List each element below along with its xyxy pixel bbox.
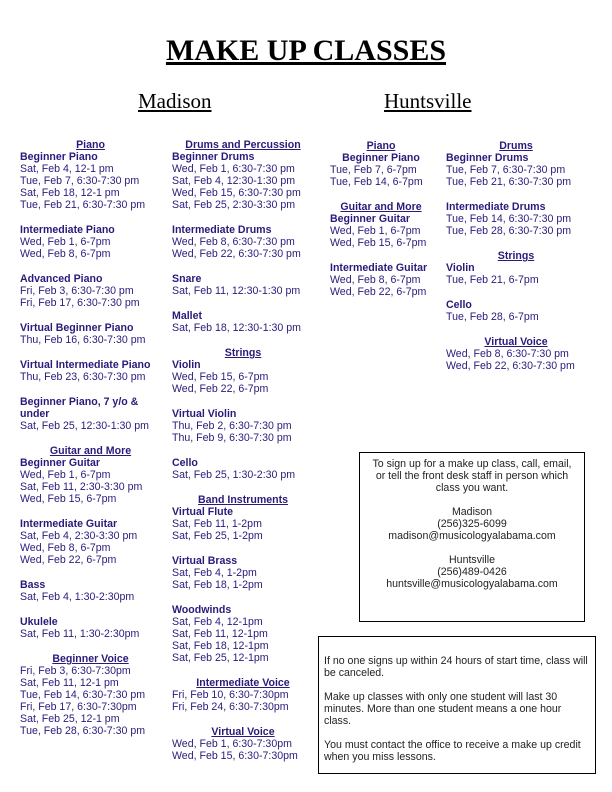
contact-email: madison@musicologyalabama.com: [388, 530, 556, 542]
class-slot: Tue, Feb 21, 6-7pm: [446, 274, 539, 286]
class-slot: Tue, Feb 14, 6:30-7:30 pm: [20, 689, 146, 701]
class-group: [172, 151, 314, 211]
class-slot: Sat, Feb 18, 1-2pm: [172, 579, 263, 591]
policy-paragraph: Make up classes with only one student will last 30 minutes. More than one student means a one hour class.: [324, 691, 562, 727]
class-level: Virtual Brass: [172, 555, 238, 567]
signup-intro: To sign up for a make up class, call, email, or tell the front desk staff in person which class you want.: [372, 458, 572, 494]
class-slot: Sat, Feb 25, 1:30-2:30 pm: [172, 469, 296, 481]
section-heading: Drums: [499, 140, 533, 152]
class-level: Beginner Piano, 7 y/o & under: [20, 396, 139, 420]
class-slot: Tue, Feb 14, 6-7pm: [330, 176, 423, 188]
class-group: [20, 151, 161, 211]
class-level: Beginner Drums: [446, 152, 529, 164]
class-group: [446, 299, 586, 323]
class-group: [172, 738, 314, 762]
class-group: [20, 396, 161, 432]
class-slot: Wed, Feb 8, 6:30-7:30 pm: [172, 236, 295, 248]
contact-phone: (256)489-0426: [437, 566, 507, 578]
location-heading-huntsville: Huntsville: [384, 89, 472, 113]
class-level: Virtual Beginner Piano: [20, 322, 134, 334]
policy-paragraph: You must contact the office to receive a make up credit when you miss lessons.: [324, 739, 581, 763]
policy-box: [318, 636, 596, 774]
class-group: [20, 273, 161, 309]
class-level: Beginner Guitar: [330, 213, 411, 225]
contact-name: Madison: [451, 506, 493, 518]
section-heading: Virtual Voice: [211, 726, 275, 738]
class-level: Intermediate Drums: [172, 224, 272, 236]
class-level: Ukulele: [20, 616, 58, 628]
section-heading: Piano: [366, 140, 396, 152]
class-level: Bass: [20, 579, 46, 591]
contact-email: huntsville@musicologyalabama.com: [386, 578, 558, 590]
class-slot: Sat, Feb 11, 2:30-3:30 pm: [20, 481, 143, 493]
class-slot: Tue, Feb 21, 6:30-7:30 pm: [446, 176, 572, 188]
huntsville-column-1: [330, 140, 432, 311]
class-slot: Sat, Feb 11, 12-1 pm: [20, 677, 119, 689]
madison-column-1: [20, 139, 161, 750]
class-slot: Sat, Feb 4, 2:30-3:30 pm: [20, 530, 138, 542]
class-group: [446, 262, 586, 286]
class-slot: Sat, Feb 4, 12:30-1:30 pm: [172, 175, 296, 187]
class-group: [172, 224, 314, 260]
class-group: [172, 273, 314, 297]
class-slot: Sat, Feb 25, 12-1 pm: [20, 713, 120, 725]
class-slot: Wed, Feb 1, 6:30-7:30 pm: [172, 163, 295, 175]
policy-paragraph: If no one signs up within 24 hours of start time, class will be canceled.: [324, 655, 588, 679]
class-level: Intermediate Piano: [20, 224, 115, 236]
class-slot: Wed, Feb 1, 6-7pm: [20, 469, 111, 481]
schedule-section: [20, 139, 161, 432]
class-group: [446, 152, 586, 188]
class-slot: Wed, Feb 15, 6-7pm: [330, 237, 427, 249]
class-group: [172, 506, 314, 542]
class-level: Virtual Violin: [172, 408, 237, 420]
schedule-section: [172, 677, 314, 713]
class-slot: Fri, Feb 24, 6:30-7:30pm: [172, 701, 289, 713]
class-level: Intermediate Guitar: [330, 262, 428, 274]
class-group: [172, 359, 314, 395]
section-heading: Virtual Voice: [484, 336, 548, 348]
class-slot: Wed, Feb 1, 6:30-7:30pm: [172, 738, 292, 750]
class-level: Advanced Piano: [20, 273, 103, 285]
class-level: Violin: [446, 262, 475, 274]
section-heading: Strings: [224, 347, 262, 359]
class-slot: Thu, Feb 2, 6:30-7:30 pm: [172, 420, 292, 432]
schedule-section: [172, 726, 314, 762]
class-slot: Fri, Feb 3, 6:30-7:30 pm: [20, 285, 134, 297]
class-level: Beginner Piano: [20, 151, 98, 163]
class-group: [330, 213, 432, 249]
contact-madison: [370, 506, 574, 542]
class-group: [172, 555, 314, 591]
class-slot: Tue, Feb 28, 6-7pm: [446, 311, 539, 323]
schedule-section: [172, 139, 314, 334]
class-slot: Tue, Feb 7, 6:30-7:30 pm: [446, 164, 566, 176]
class-slot: Tue, Feb 28, 6:30-7:30 pm: [20, 725, 146, 737]
class-slot: Sat, Feb 11, 1-2pm: [172, 518, 262, 530]
class-group: [446, 201, 586, 237]
class-group: [20, 457, 161, 505]
class-slot: Wed, Feb 22, 6-7pm: [172, 383, 269, 395]
class-slot: Fri, Feb 10, 6:30-7:30pm: [172, 689, 289, 701]
class-slot: Sat, Feb 4, 12-1pm: [172, 616, 263, 628]
class-slot: Wed, Feb 22, 6-7pm: [330, 286, 427, 298]
class-slot: Wed, Feb 22, 6:30-7:30 pm: [172, 248, 301, 260]
class-level: Snare: [172, 273, 202, 285]
class-group: [172, 310, 314, 334]
class-group: [446, 348, 586, 372]
section-heading: Intermediate Voice: [196, 677, 290, 689]
class-slot: Sat, Feb 25, 2:30-3:30 pm: [172, 199, 296, 211]
class-slot: Sat, Feb 25, 12:30-1:30 pm: [20, 420, 149, 432]
class-slot: Fri, Feb 3, 6:30-7:30pm: [20, 665, 131, 677]
class-slot: Thu, Feb 23, 6:30-7:30 pm: [20, 371, 146, 383]
class-slot: Wed, Feb 15, 6-7pm: [172, 371, 269, 383]
class-slot: Thu, Feb 16, 6:30-7:30 pm: [20, 334, 146, 346]
schedule-section: [446, 140, 586, 237]
class-group: [20, 579, 161, 603]
class-group: [20, 322, 161, 346]
class-slot: Sat, Feb 11, 12:30-1:30 pm: [172, 285, 301, 297]
section-heading: Drums and Percussion: [185, 139, 301, 151]
class-level: Mallet: [172, 310, 203, 322]
class-group: [172, 457, 314, 481]
class-slot: Wed, Feb 15, 6-7pm: [20, 493, 117, 505]
class-slot: Tue, Feb 14, 6:30-7:30 pm: [446, 213, 572, 225]
section-heading: Piano: [76, 139, 105, 151]
class-level: Violin: [172, 359, 201, 371]
class-slot: Sat, Feb 4, 1-2pm: [172, 567, 257, 579]
class-slot: Wed, Feb 15, 6:30-7:30 pm: [172, 187, 301, 199]
class-group: [20, 616, 161, 640]
class-group: [20, 224, 161, 260]
class-level: Virtual Intermediate Piano: [20, 359, 151, 371]
section-heading: Guitar and More: [340, 201, 422, 213]
schedule-section: [172, 494, 314, 664]
section-heading: Strings: [497, 250, 535, 262]
class-slot: Sat, Feb 11, 12-1pm: [172, 628, 268, 640]
page-title: MAKE UP CLASSES: [165, 34, 447, 67]
class-slot: Sat, Feb 25, 12-1pm: [172, 652, 269, 664]
class-group: [172, 689, 314, 713]
class-slot: Fri, Feb 17, 6:30-7:30 pm: [20, 297, 140, 309]
class-slot: Tue, Feb 21, 6:30-7:30 pm: [20, 199, 146, 211]
class-group: [330, 262, 432, 298]
contact-huntsville: [370, 554, 574, 590]
class-group: [330, 152, 432, 188]
class-slot: Wed, Feb 1, 6-7pm: [20, 236, 111, 248]
class-slot: Sat, Feb 25, 1-2pm: [172, 530, 263, 542]
section-heading: Band Instruments: [197, 494, 289, 506]
class-level: Intermediate Guitar: [20, 518, 118, 530]
class-slot: Wed, Feb 22, 6-7pm: [20, 554, 117, 566]
class-level: Beginner Guitar: [20, 457, 101, 469]
class-slot: Sat, Feb 11, 1:30-2:30pm: [20, 628, 140, 640]
class-slot: Wed, Feb 8, 6-7pm: [20, 542, 111, 554]
class-group: [20, 665, 161, 737]
class-level: Virtual Flute: [172, 506, 234, 518]
class-slot: Wed, Feb 15, 6:30-7:30pm: [172, 750, 298, 762]
contact-name: Huntsville: [449, 554, 495, 566]
class-slot: Wed, Feb 22, 6:30-7:30 pm: [446, 360, 575, 372]
schedule-section: [446, 336, 586, 372]
class-slot: Fri, Feb 17, 6:30-7:30pm: [20, 701, 137, 713]
location-heading-madison: Madison: [138, 89, 212, 113]
class-slot: Sat, Feb 4, 1:30-2:30pm: [20, 591, 135, 603]
class-level: Beginner Drums: [172, 151, 255, 163]
class-slot: Wed, Feb 8, 6-7pm: [330, 274, 421, 286]
class-slot: Tue, Feb 7, 6:30-7:30 pm: [20, 175, 140, 187]
class-level: Beginner Piano: [342, 152, 420, 164]
class-level: Cello: [172, 457, 198, 469]
schedule-section: [20, 653, 161, 737]
signup-info-box: [359, 452, 585, 622]
schedule-section: [172, 347, 314, 481]
class-group: [20, 518, 161, 566]
class-slot: Wed, Feb 1, 6-7pm: [330, 225, 421, 237]
section-heading: Guitar and More: [49, 445, 132, 457]
class-slot: Sat, Feb 18, 12-1pm: [172, 640, 269, 652]
class-slot: Sat, Feb 18, 12-1 pm: [20, 187, 120, 199]
class-slot: Wed, Feb 8, 6-7pm: [20, 248, 111, 260]
class-group: [172, 604, 314, 664]
schedule-section: [446, 250, 586, 323]
schedule-section: [330, 140, 432, 188]
class-level: Intermediate Drums: [446, 201, 546, 213]
schedule-section: [330, 201, 432, 298]
contact-phone: (256)325-6099: [437, 518, 507, 530]
madison-column-2: [172, 139, 314, 775]
class-slot: Thu, Feb 9, 6:30-7:30 pm: [172, 432, 292, 444]
class-group: [20, 359, 161, 383]
schedule-section: [20, 445, 161, 640]
class-slot: Wed, Feb 8, 6:30-7:30 pm: [446, 348, 569, 360]
class-slot: Sat, Feb 4, 12-1 pm: [20, 163, 114, 175]
class-group: [172, 408, 314, 444]
class-slot: Sat, Feb 18, 12:30-1:30 pm: [172, 322, 301, 334]
class-slot: Tue, Feb 28, 6:30-7:30 pm: [446, 225, 572, 237]
huntsville-column-2: [446, 140, 586, 385]
class-level: Cello: [446, 299, 472, 311]
class-level: Woodwinds: [172, 604, 232, 616]
class-slot: Tue, Feb 7, 6-7pm: [330, 164, 417, 176]
section-heading: Beginner Voice: [52, 653, 129, 665]
